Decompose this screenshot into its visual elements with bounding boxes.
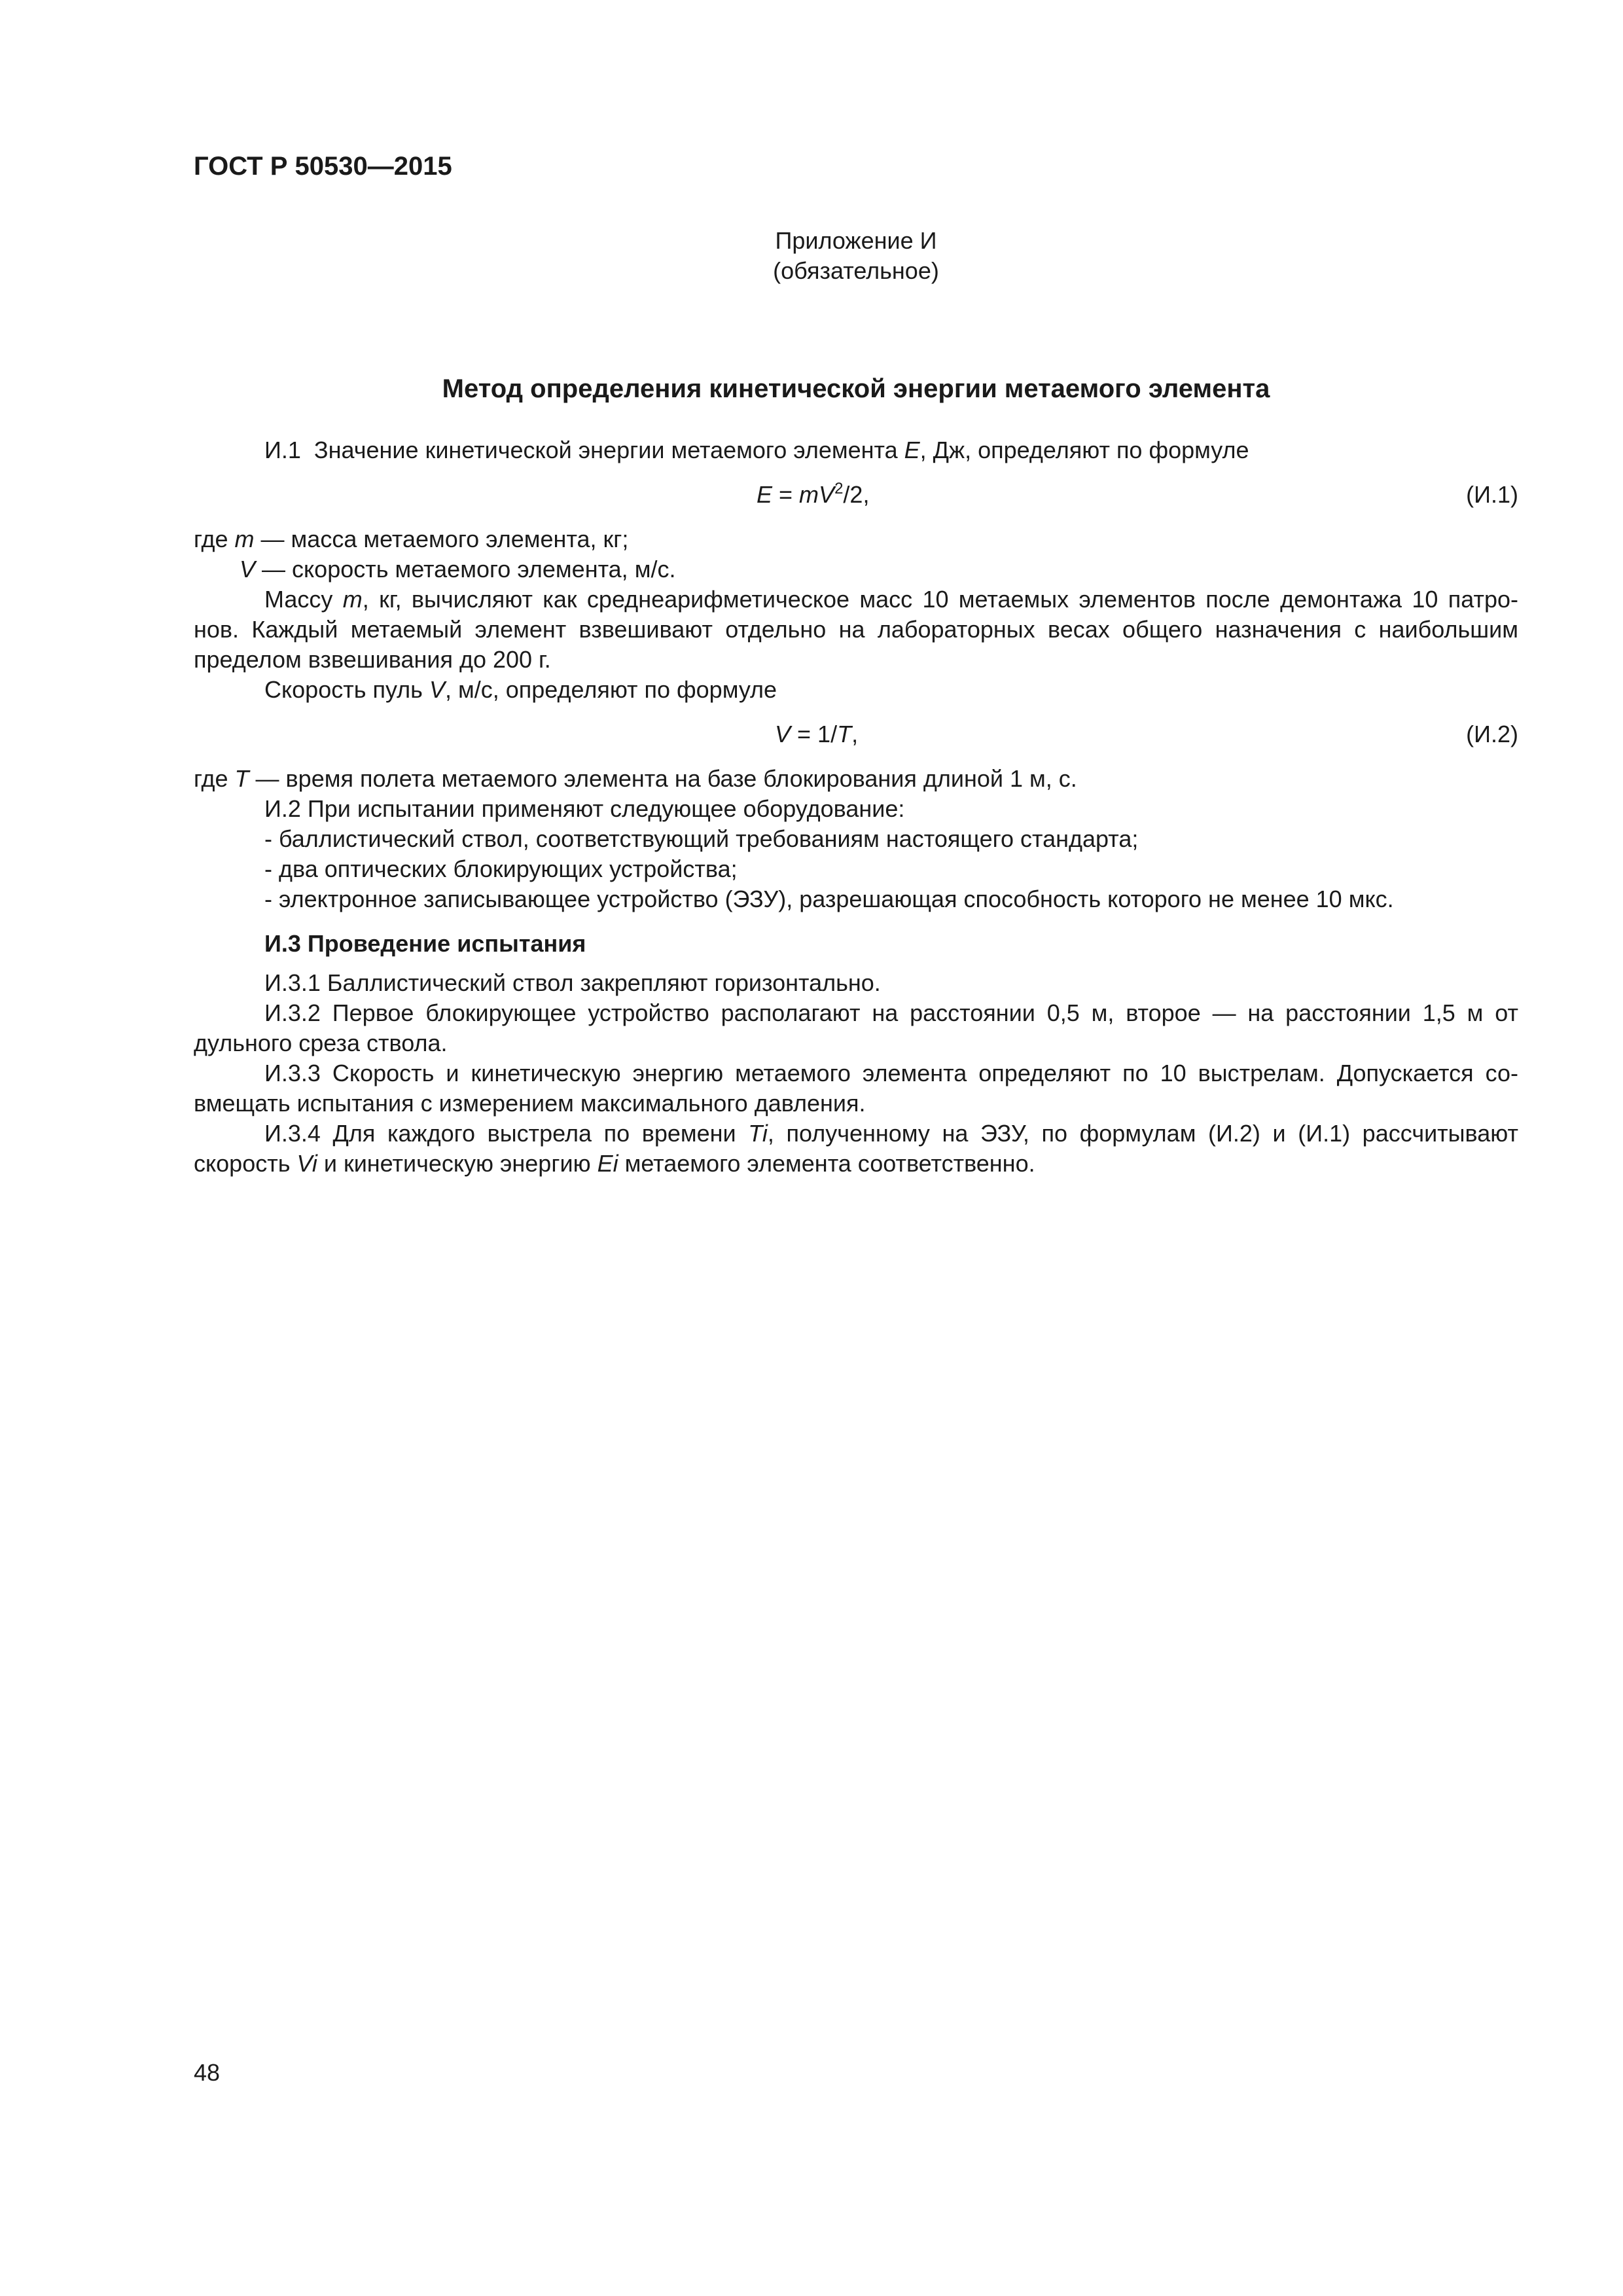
clause-3-heading: И.3 Проведение испытания (264, 930, 586, 957)
where-m: где m — масса метаемого элемента, кг; (194, 526, 629, 552)
clause-1: И.1 Значение кинетической энергии метаемого элемента E, Дж, определяют по формуле (264, 437, 1249, 463)
formula-1-label: (И.1) (1466, 481, 1518, 508)
equipment-item: - электронное записывающее устройство (ЭЗУ), разрешающая способность которого не менее 10 мкс. (264, 886, 1394, 912)
mass-para-line-1: Массу m, кг, вычисляют как среднеарифметическое масс 10 метаемых элементов после демонтажа 10 патро- (264, 586, 1518, 613)
clause-3-2-line-2: дульного среза ствола. (194, 1030, 448, 1056)
clause-3-3-line-1: И.3.3 Скорость и кинетическую энергию метаемого элемента определяют по 10 выстрелам. Допускается со- (264, 1060, 1518, 1086)
document-page: ГОСТ Р 50530—2015 Приложение И (обязательное) Метод определения кинетической энергии метаемого элемента И.1 Значение кинетической энергии метаемого элемента E, Дж, определяют по формуле $E = mV^2/2$, (И.1) где m — масса метаемого элемента, кг; V — скорость метаемого элемента, м/с. Массу m, кг, вычисляют как среднеарифметическое масс 10 метаемых элементов после демонтажа 10 патро- нов. Каждый метаемый элемент взвешивают отдельно на лабораторных весах общего назначения с наибольшим пределом взвешивания до 200 г. Скорость пуль V, м/с, определяют по формуле V = 1/T, (И.2) где T — время полета метаемого элемента на базе блокирования длиной 1 м, с. И.2 При испытании применяют следующее оборудование: - баллистический ствол, соответствующий требованиям настоящего стандарта; - два оптических блокирующих устройства; - электронное записывающее устройство (ЭЗУ), разрешающая способность которого не менее 10 мкс. И.3 Проведение испытания И.3.1 Баллистический ствол закрепляют горизонтально. И.3.2 Первое блокирующее устройство располагают на расстоянии 0,5 м, второе — на расстоянии 1,5 м от дульного среза ствола. И.3.3 Скорость и кинетическую энергию метаемого элемента определяют по 10 выстрелам. Допускается со- вмещать испытания с измерением максимального давления. И.3.4 Для каждого выстрела по времени Ti, полученному на ЭЗУ, по формулам (И.2) и (И.1) рассчитывают скорость Vi и кинетическую энергию Ei метаемого элемента соответственно. 48 (194, 152, 1518, 2086)
document-id: ГОСТ Р 50530—2015 (194, 152, 452, 181)
where-T: где T — время полета метаемого элемента на базе блокирования длиной 1 м, с. (194, 765, 1077, 792)
clause-3-4-line-2: скорость Vi и кинетическую энергию Ei метаемого элемента соответственно. (194, 1150, 1035, 1177)
clause-3-3-line-2: вмещать испытания с измерением максимального давления. (194, 1090, 866, 1117)
appendix-title: Приложение И (775, 227, 937, 254)
clause-3-2-line-1: И.3.2 Первое блокирующее устройство располагают на расстоянии 0,5 м, второе — на расстоянии 1,5 м от (264, 999, 1518, 1026)
section-title: Метод определения кинетической энергии метаемого элемента (442, 374, 1270, 403)
speed-para: Скорость пуль V, м/с, определяют по формуле (264, 676, 777, 703)
clause-3-1: И.3.1 Баллистический ствол закрепляют горизонтально. (264, 969, 881, 996)
equipment-item: - два оптических блокирующих устройства; (264, 855, 738, 882)
where-V: V — скорость метаемого элемента, м/с. (240, 556, 676, 583)
formula-2-label: (И.2) (1466, 721, 1518, 747)
clause-3-4-line-1: И.3.4 Для каждого выстрела по времени Ti, полученному на ЭЗУ, по формулам (И.2) и (И.1) рассчитывают (264, 1120, 1518, 1147)
appendix-status: (обязательное) (773, 257, 939, 284)
mass-para-line-3: пределом взвешивания до 200 г. (194, 646, 551, 673)
equipment-item: - баллистический ствол, соответствующий требованиям настоящего стандарта; (264, 825, 1139, 852)
mass-para-line-2: нов. Каждый метаемый элемент взвешивают отдельно на лабораторных весах общего назначения с наибольшим (194, 616, 1518, 643)
clause-2-intro: И.2 При испытании применяют следующее оборудование: (264, 795, 905, 822)
page-number: 48 (194, 2059, 221, 2086)
